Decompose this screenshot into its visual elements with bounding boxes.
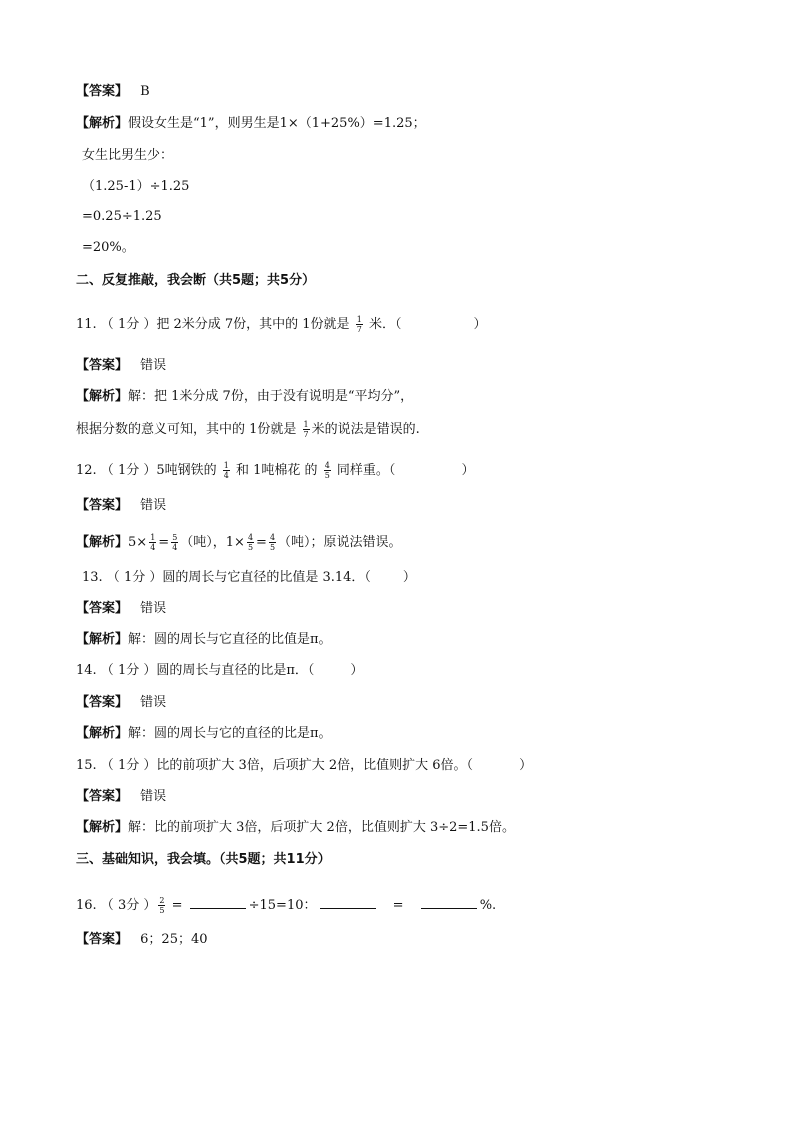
question-text: %. xyxy=(479,898,497,913)
answer-tag: 【答案】 xyxy=(76,695,129,710)
question-15 xyxy=(76,758,532,774)
fill-blank[interactable] xyxy=(190,896,246,909)
fraction: $\frac{4}{5}$ xyxy=(247,533,254,552)
analysis-tag: 【解析】 xyxy=(76,116,129,131)
analysis-line-q11 xyxy=(76,389,413,405)
question-text: 同样重。（ xyxy=(336,463,396,478)
answer-line-q14 xyxy=(76,695,166,711)
question-close: ） xyxy=(519,758,533,773)
analysis-text: 解：把 1米分成 7份，由于没有说明是“平均分”， xyxy=(128,389,414,404)
analysis-text: 解：比的前项扩大 3倍，后项扩大 2倍，比值则扩大 3÷2=1.5倍。 xyxy=(128,820,515,835)
answer-tag: 【答案】 xyxy=(76,601,129,616)
equals-sign: = xyxy=(256,535,267,550)
answer-value: B xyxy=(140,84,150,99)
answer-line-q12 xyxy=(76,498,166,514)
equals-sign: = xyxy=(171,898,183,913)
analysis-text: 解：圆的周长与它的直径的比是π。 xyxy=(128,726,332,741)
question-close: ） xyxy=(402,570,416,585)
fraction: $\frac{2}{5}$ xyxy=(159,896,165,915)
analysis-line-q12 xyxy=(76,533,402,552)
analysis-tag: 【解析】 xyxy=(76,389,129,404)
fraction: $\frac{4}{5}$ xyxy=(269,533,276,552)
answer-tag: 【答案】 xyxy=(76,789,129,804)
analysis-tag: 【解析】 xyxy=(76,726,129,741)
answer-value: 6；25；40 xyxy=(140,932,208,947)
analysis-tag: 【解析】 xyxy=(76,820,129,835)
question-text: 14. （ 1分 ）圆的周长与直径的比是π．（ xyxy=(76,663,315,678)
question-13 xyxy=(82,570,416,586)
equals-sign: = xyxy=(158,535,170,550)
fraction: $\frac{1}{4}$ xyxy=(223,461,229,480)
answer-tag: 【答案】 xyxy=(76,932,129,947)
question-text: 11. （ 1分 ）把 2米分成 7份，其中的 1份就是 xyxy=(76,317,350,332)
answer-value: 错误 xyxy=(140,601,167,616)
question-text: 12. （ 1分 ）5吨钢铁的 xyxy=(76,463,217,478)
answer-value: 错误 xyxy=(140,358,167,373)
analysis-text: 米的说法是错误的. xyxy=(311,422,420,437)
analysis-line-q13 xyxy=(76,632,332,648)
question-text: ÷15=10： xyxy=(248,898,317,913)
analysis-line-b1 xyxy=(76,116,426,132)
question-close: ） xyxy=(461,463,475,478)
answer-line-q13 xyxy=(76,601,166,617)
question-text: 米．（ xyxy=(368,317,402,332)
fill-blank[interactable] xyxy=(320,896,376,909)
answer-tag: 【答案】 xyxy=(76,498,129,513)
question-text: 15. （ 1分 ）比的前项扩大 3倍，后项扩大 2倍，比值则扩大 6倍。（ xyxy=(76,758,474,773)
question-close: ） xyxy=(350,663,364,678)
analysis-text: 解：圆的周长与它直径的比值是π。 xyxy=(128,632,332,647)
fraction: $\frac{4}{5}$ xyxy=(324,461,330,480)
question-close: ） xyxy=(473,317,487,332)
section-title: 二、反复推敲，我会断（共5题；共5分） xyxy=(76,273,316,288)
question-text: 16. （ 3分 ） xyxy=(76,898,157,913)
analysis-text: 假设女生是“1”，则男生是1×（1+25%）=1.25； xyxy=(128,116,426,131)
section-title: 三、基础知识，我会填。（共5题；共11分） xyxy=(76,852,331,867)
analysis-line-q15 xyxy=(76,820,515,836)
answer-tag: 【答案】 xyxy=(76,358,129,373)
analysis-line: =20%。 xyxy=(82,240,135,255)
answer-line-q16 xyxy=(76,932,208,948)
fraction: $\frac{5}{4}$ xyxy=(172,533,178,552)
fraction: $\frac{1}{4}$ xyxy=(150,533,156,552)
answer-value: 错误 xyxy=(140,789,167,804)
analysis-tag: 【解析】 xyxy=(76,535,129,550)
question-12 xyxy=(76,461,474,480)
fill-blank[interactable] xyxy=(421,896,477,909)
answer-tag: 【答案】 xyxy=(76,84,129,99)
analysis-line: =0.25÷1.25 xyxy=(82,209,162,224)
question-11 xyxy=(76,315,486,334)
answer-value: 错误 xyxy=(140,498,167,513)
fraction: $\frac{1}{7}$ xyxy=(303,420,309,439)
analysis-line: 女生比男生少： xyxy=(82,148,174,163)
analysis-line-q14 xyxy=(76,726,332,742)
fraction: $\frac{1}{7}$ xyxy=(356,315,362,334)
analysis-text: （吨），1× xyxy=(180,535,245,550)
analysis-text: 5× xyxy=(128,535,148,550)
equals-sign: = xyxy=(392,898,404,913)
answer-line-b1 xyxy=(76,84,150,100)
analysis-text: 根据分数的意义可知，其中的 1份就是 xyxy=(76,422,297,437)
question-14 xyxy=(76,663,363,679)
question-text: 13. （ 1分 ）圆的周长与它直径的比值是 3.14．（ xyxy=(82,570,371,585)
analysis-tag: 【解析】 xyxy=(76,632,129,647)
answer-line-q15 xyxy=(76,789,166,805)
answer-line-q11 xyxy=(76,358,166,374)
analysis-line-q11-2 xyxy=(76,420,420,439)
question-16 xyxy=(76,896,496,915)
analysis-line: （1.25-1）÷1.25 xyxy=(82,179,190,194)
question-text: 和 1吨棉花 的 xyxy=(236,463,318,478)
analysis-text: （吨）；原说法错误。 xyxy=(278,535,402,550)
answer-value: 错误 xyxy=(140,695,167,710)
